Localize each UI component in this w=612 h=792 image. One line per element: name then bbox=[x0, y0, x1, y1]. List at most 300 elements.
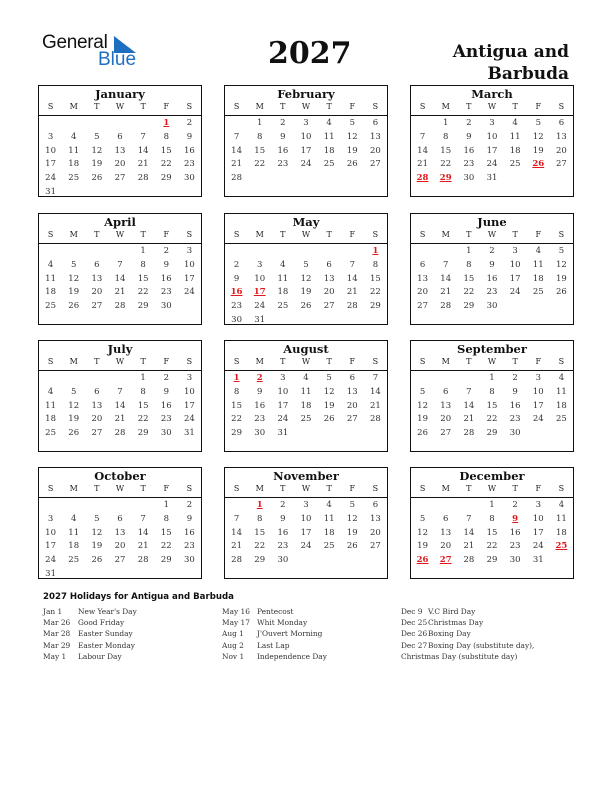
weekday-label: S bbox=[419, 102, 426, 111]
empty-cell bbox=[434, 372, 457, 386]
weekday-header bbox=[411, 101, 573, 116]
day-cell: 15 bbox=[370, 273, 381, 284]
day-cell: 11 bbox=[323, 513, 335, 524]
day-cell: 12 bbox=[68, 273, 80, 284]
day-cell: 16 bbox=[184, 527, 195, 538]
holiday-date: Nov 1 bbox=[222, 651, 245, 661]
day-cell: 19 bbox=[91, 159, 103, 170]
day-cell: 22 bbox=[137, 414, 149, 425]
day-cell: 30 bbox=[277, 555, 289, 566]
day-cell: 21 bbox=[346, 287, 358, 298]
weekday-label: M bbox=[69, 484, 78, 493]
day-cell: 10 bbox=[300, 131, 312, 142]
holiday-name: V.C Bird Day bbox=[428, 607, 476, 616]
holiday-name: Good Friday bbox=[78, 618, 125, 628]
day-cell: 29 bbox=[231, 428, 242, 439]
day-cell: 12 bbox=[417, 527, 428, 538]
month-december bbox=[410, 467, 574, 579]
day-cell: 20 bbox=[114, 541, 126, 552]
country-line-1: Antigua and bbox=[452, 42, 569, 62]
holiday-date: Mar 26 bbox=[43, 618, 71, 628]
weekday-label: W bbox=[301, 230, 311, 239]
holidays-title: 2027 Holidays for Antigua and Barbuda bbox=[43, 592, 234, 602]
holiday-column bbox=[222, 606, 327, 662]
weekday-label: S bbox=[372, 102, 379, 111]
day-cell: 6 bbox=[372, 500, 379, 510]
day-cell: 4 bbox=[535, 246, 541, 256]
day-cell: 1 bbox=[466, 246, 472, 256]
holiday-name: Boxing Day (substitute day), bbox=[428, 640, 535, 650]
weekday-label: S bbox=[233, 230, 240, 239]
day-cell: 20 bbox=[417, 287, 428, 298]
weekday-label: M bbox=[255, 357, 264, 366]
day-cell: 24 bbox=[532, 414, 544, 425]
month-name: February bbox=[277, 87, 335, 101]
day-cell: 17 bbox=[45, 159, 56, 170]
weekday-label: T bbox=[280, 357, 286, 366]
weekday-label: W bbox=[115, 484, 125, 493]
day-cell: 17 bbox=[45, 541, 56, 552]
day-cell: 21 bbox=[137, 159, 149, 170]
holiday-row bbox=[43, 628, 137, 639]
day-cell: 9 bbox=[280, 131, 286, 142]
day-cell: 24 bbox=[509, 287, 521, 298]
holiday-name: New Year's Day bbox=[78, 607, 137, 616]
calendar-year: 2027 bbox=[268, 36, 352, 71]
weekday-label: S bbox=[233, 484, 240, 493]
day-cell: 10 bbox=[45, 527, 56, 538]
day-cell: 5 bbox=[558, 246, 565, 256]
day-cell: 24 bbox=[45, 555, 56, 566]
weekday-label: T bbox=[512, 357, 518, 366]
day-cell: 13 bbox=[440, 400, 452, 411]
day-cell: 19 bbox=[323, 400, 335, 411]
day-cell: 8 bbox=[489, 513, 495, 524]
day-cell: 28 bbox=[346, 301, 358, 312]
empty-cell bbox=[457, 372, 480, 386]
day-cell: 18 bbox=[532, 273, 544, 284]
day-cell: 2 bbox=[163, 246, 169, 256]
day-cell: 1 bbox=[257, 118, 263, 128]
day-cell: 23 bbox=[486, 287, 498, 298]
day-cell: 3 bbox=[303, 118, 309, 128]
day-cell: 28 bbox=[114, 301, 126, 312]
day-cell: 20 bbox=[323, 287, 335, 298]
holiday-row bbox=[43, 606, 137, 617]
empty-cell bbox=[318, 245, 341, 259]
day-cell: 31 bbox=[45, 186, 56, 197]
day-cell: 7 bbox=[419, 131, 426, 142]
day-cell: 19 bbox=[68, 287, 80, 298]
day-cell: 24 bbox=[532, 541, 544, 552]
holiday-row bbox=[222, 628, 327, 639]
weekday-label: T bbox=[466, 230, 472, 239]
holiday-row bbox=[43, 617, 137, 628]
weekday-label: T bbox=[326, 484, 332, 493]
day-cell: 20 bbox=[370, 527, 381, 538]
month-name: March bbox=[471, 87, 513, 101]
day-cell: 3 bbox=[186, 246, 193, 256]
day-cell: 17 bbox=[486, 145, 498, 156]
day-cell: 13 bbox=[417, 273, 428, 284]
month-october bbox=[38, 467, 202, 579]
holiday-row bbox=[222, 651, 327, 662]
day-cell: 6 bbox=[443, 386, 449, 397]
weekday-label: W bbox=[487, 102, 497, 111]
day-cell: 27 bbox=[440, 428, 452, 439]
day-cell: 11 bbox=[556, 386, 567, 397]
day-cell: 13 bbox=[370, 513, 381, 524]
weekday-label: T bbox=[326, 230, 332, 239]
day-cell: 21 bbox=[114, 287, 126, 298]
day-cell: 9 bbox=[186, 131, 193, 142]
day-cell: 31 bbox=[277, 428, 289, 439]
day-cell: 23 bbox=[463, 159, 475, 170]
day-cell: 11 bbox=[509, 131, 521, 142]
month-september bbox=[410, 340, 574, 452]
day-cell: 12 bbox=[346, 513, 358, 524]
day-cell: 20 bbox=[114, 159, 126, 170]
day-grid bbox=[225, 499, 387, 568]
day-cell: 22 bbox=[160, 541, 172, 552]
day-cell: 6 bbox=[558, 118, 565, 128]
day-cell: 10 bbox=[509, 259, 521, 270]
day-cell: 13 bbox=[323, 273, 335, 284]
weekday-label: T bbox=[466, 102, 472, 111]
day-cell: 12 bbox=[300, 273, 312, 284]
day-cell: 22 bbox=[370, 287, 381, 298]
day-cell: 6 bbox=[117, 513, 123, 524]
day-cell: 4 bbox=[558, 500, 565, 510]
holiday-date: Mar 29 bbox=[43, 640, 71, 650]
holiday-date: Aug 2 bbox=[222, 640, 244, 650]
day-cell: 17 bbox=[509, 273, 521, 284]
day-cell: 18 bbox=[300, 400, 312, 411]
day-cell: 23 bbox=[160, 287, 172, 298]
weekday-header bbox=[39, 229, 201, 244]
holiday-date: Jan 1 bbox=[43, 607, 63, 616]
day-cell: 27 bbox=[417, 301, 428, 312]
day-cell: 12 bbox=[91, 145, 103, 156]
day-cell: 19 bbox=[91, 541, 103, 552]
day-cell: 27 bbox=[346, 414, 358, 425]
day-cell: 25 bbox=[300, 414, 312, 425]
day-cell: 2 bbox=[186, 500, 193, 510]
day-cell: 19 bbox=[532, 145, 544, 156]
empty-cell bbox=[411, 372, 434, 386]
weekday-label: T bbox=[512, 102, 518, 111]
day-cell: 19 bbox=[300, 287, 312, 298]
day-cell: 21 bbox=[231, 541, 242, 552]
empty-cell bbox=[434, 499, 457, 513]
day-cell: 22 bbox=[231, 414, 242, 425]
weekday-label: T bbox=[140, 357, 146, 366]
empty-cell bbox=[108, 245, 131, 259]
day-grid bbox=[411, 499, 573, 568]
holiday-date: Dec 9 bbox=[401, 607, 423, 616]
weekday-label: M bbox=[255, 102, 264, 111]
empty-cell bbox=[108, 117, 131, 131]
day-cell: 16 bbox=[486, 273, 498, 284]
day-cell: 17 bbox=[277, 400, 289, 411]
day-cell: 28 bbox=[231, 173, 242, 184]
day-cell: 19 bbox=[346, 145, 358, 156]
day-cell: 27 bbox=[556, 159, 567, 170]
day-cell: 12 bbox=[532, 131, 544, 142]
weekday-header bbox=[39, 101, 201, 116]
day-cell: 18 bbox=[45, 287, 56, 298]
day-cell: 22 bbox=[137, 287, 149, 298]
month-name: January bbox=[95, 87, 145, 101]
day-cell: 30 bbox=[463, 173, 475, 184]
day-cell: 23 bbox=[184, 541, 195, 552]
day-cell: 17 bbox=[532, 400, 544, 411]
day-cell: 3 bbox=[512, 246, 518, 256]
country-line-2: Barbuda bbox=[487, 64, 569, 84]
weekday-label: F bbox=[163, 230, 170, 239]
day-cell: 28 bbox=[137, 555, 149, 566]
day-cell: 30 bbox=[160, 428, 172, 439]
day-cell: 20 bbox=[91, 414, 103, 425]
weekday-label: W bbox=[115, 230, 125, 239]
day-cell: 13 bbox=[114, 145, 126, 156]
day-cell: 15 bbox=[137, 400, 149, 411]
day-cell: 14 bbox=[137, 145, 149, 156]
day-cell: 3 bbox=[535, 500, 541, 510]
weekday-header bbox=[225, 483, 387, 498]
day-cell: 29 bbox=[463, 301, 475, 312]
day-cell: 24 bbox=[486, 159, 498, 170]
day-cell: 9 bbox=[280, 513, 286, 524]
empty-cell bbox=[39, 372, 62, 386]
day-cell: 2 bbox=[512, 373, 518, 383]
day-cell: 8 bbox=[163, 513, 169, 524]
day-cell: 27 bbox=[370, 541, 381, 552]
day-grid bbox=[225, 372, 387, 441]
day-cell: 14 bbox=[231, 527, 242, 538]
day-cell: 30 bbox=[254, 428, 266, 439]
weekday-label: S bbox=[47, 230, 54, 239]
day-cell: 11 bbox=[556, 513, 567, 524]
day-cell: 4 bbox=[558, 373, 565, 383]
logo-text-general: General bbox=[42, 32, 108, 53]
day-cell: 1 bbox=[443, 118, 449, 128]
month-may bbox=[224, 213, 388, 325]
day-cell: 26 bbox=[556, 287, 567, 298]
weekday-label: T bbox=[140, 230, 146, 239]
empty-cell bbox=[225, 499, 248, 513]
weekday-label: M bbox=[255, 484, 264, 493]
day-cell: 25 bbox=[45, 301, 56, 312]
day-cell: 4 bbox=[326, 118, 332, 128]
day-cell: 6 bbox=[326, 259, 332, 270]
day-cell: 6 bbox=[419, 259, 426, 270]
day-cell: 21 bbox=[114, 414, 126, 425]
day-cell: 26 bbox=[300, 301, 312, 312]
day-cell: 12 bbox=[417, 400, 428, 411]
holiday-day: 26 bbox=[532, 159, 545, 170]
day-cell: 11 bbox=[277, 273, 289, 284]
day-cell: 26 bbox=[323, 414, 335, 425]
weekday-label: S bbox=[186, 102, 193, 111]
day-cell: 13 bbox=[346, 386, 358, 397]
empty-cell bbox=[341, 245, 364, 259]
empty-cell bbox=[85, 499, 108, 513]
weekday-label: S bbox=[186, 484, 193, 493]
day-cell: 7 bbox=[466, 386, 472, 397]
day-cell: 26 bbox=[346, 159, 358, 170]
holiday-row bbox=[222, 606, 327, 617]
weekday-label: W bbox=[115, 357, 125, 366]
weekday-label: T bbox=[94, 230, 100, 239]
day-cell: 15 bbox=[160, 527, 172, 538]
day-cell: 20 bbox=[556, 145, 567, 156]
day-cell: 23 bbox=[184, 159, 195, 170]
day-cell: 27 bbox=[323, 301, 335, 312]
weekday-label: S bbox=[47, 102, 54, 111]
holiday-name: Easter Monday bbox=[78, 640, 135, 650]
empty-cell bbox=[225, 117, 248, 131]
holiday-name: Labour Day bbox=[78, 651, 122, 661]
day-cell: 2 bbox=[512, 500, 518, 510]
holiday-row bbox=[401, 617, 534, 628]
day-cell: 8 bbox=[163, 131, 169, 142]
weekday-label: W bbox=[301, 484, 311, 493]
day-cell: 7 bbox=[233, 513, 240, 524]
day-cell: 15 bbox=[160, 145, 172, 156]
day-cell: 14 bbox=[417, 145, 428, 156]
day-cell: 22 bbox=[486, 541, 498, 552]
empty-cell bbox=[248, 245, 271, 259]
day-cell: 24 bbox=[254, 301, 266, 312]
empty-cell bbox=[411, 499, 434, 513]
day-cell: 5 bbox=[419, 386, 426, 397]
day-cell: 19 bbox=[417, 414, 428, 425]
day-cell: 10 bbox=[277, 386, 289, 397]
day-cell: 17 bbox=[532, 527, 544, 538]
day-cell: 10 bbox=[532, 513, 544, 524]
weekday-label: T bbox=[280, 484, 286, 493]
holiday-date: May 16 bbox=[222, 607, 250, 616]
day-cell: 13 bbox=[91, 400, 103, 411]
day-cell: 18 bbox=[323, 145, 335, 156]
holiday-day: 16 bbox=[230, 287, 243, 298]
day-cell: 2 bbox=[186, 118, 193, 128]
day-cell: 7 bbox=[443, 259, 449, 270]
day-cell: 15 bbox=[486, 400, 498, 411]
weekday-header bbox=[225, 356, 387, 371]
holiday-day: 1 bbox=[163, 118, 170, 128]
weekday-label: M bbox=[69, 230, 78, 239]
day-cell: 25 bbox=[68, 173, 80, 184]
empty-cell bbox=[271, 245, 294, 259]
weekday-label: S bbox=[372, 484, 379, 493]
holiday-date: Dec 27 bbox=[401, 640, 428, 650]
day-cell: 20 bbox=[440, 414, 452, 425]
day-cell: 9 bbox=[466, 131, 472, 142]
day-cell: 26 bbox=[346, 541, 358, 552]
day-cell: 17 bbox=[184, 273, 195, 284]
weekday-label: S bbox=[233, 102, 240, 111]
day-cell: 13 bbox=[114, 527, 126, 538]
day-cell: 29 bbox=[370, 301, 381, 312]
day-cell: 14 bbox=[370, 386, 381, 397]
day-cell: 25 bbox=[532, 287, 544, 298]
weekday-label: M bbox=[69, 102, 78, 111]
day-grid bbox=[225, 117, 387, 186]
day-cell: 26 bbox=[68, 428, 80, 439]
day-cell: 12 bbox=[346, 131, 358, 142]
day-cell: 6 bbox=[443, 513, 449, 524]
day-cell: 28 bbox=[231, 555, 242, 566]
day-cell: 27 bbox=[370, 159, 381, 170]
day-cell: 26 bbox=[91, 173, 103, 184]
day-cell: 9 bbox=[512, 386, 518, 397]
weekday-label: F bbox=[535, 357, 542, 366]
day-cell: 8 bbox=[466, 259, 472, 270]
empty-cell bbox=[132, 499, 155, 513]
weekday-label: T bbox=[280, 230, 286, 239]
weekday-label: T bbox=[140, 102, 146, 111]
holiday-day: 29 bbox=[439, 173, 452, 184]
day-cell: 29 bbox=[137, 301, 149, 312]
day-cell: 5 bbox=[94, 131, 100, 142]
day-cell: 11 bbox=[68, 527, 80, 538]
empty-cell bbox=[434, 245, 457, 259]
holiday-day: 17 bbox=[253, 287, 266, 298]
empty-cell bbox=[85, 372, 108, 386]
day-cell: 14 bbox=[346, 273, 358, 284]
day-cell: 12 bbox=[68, 400, 80, 411]
empty-cell bbox=[132, 117, 155, 131]
day-cell: 10 bbox=[45, 145, 56, 156]
day-cell: 4 bbox=[71, 131, 77, 142]
month-name: July bbox=[107, 342, 133, 356]
day-cell: 29 bbox=[254, 555, 266, 566]
day-cell: 8 bbox=[489, 386, 495, 397]
holiday-column bbox=[43, 606, 137, 662]
weekday-label: T bbox=[512, 484, 518, 493]
weekday-label: T bbox=[280, 102, 286, 111]
day-cell: 2 bbox=[280, 500, 286, 510]
day-cell: 6 bbox=[349, 373, 355, 383]
day-cell: 27 bbox=[91, 301, 103, 312]
day-cell: 5 bbox=[349, 500, 355, 510]
month-november bbox=[224, 467, 388, 579]
holiday-row bbox=[222, 640, 327, 651]
day-cell: 18 bbox=[509, 145, 521, 156]
day-cell: 25 bbox=[323, 159, 335, 170]
day-cell: 13 bbox=[91, 273, 103, 284]
day-cell: 7 bbox=[372, 373, 379, 383]
day-cell: 30 bbox=[184, 173, 195, 184]
month-name: August bbox=[283, 342, 329, 356]
day-cell: 11 bbox=[45, 273, 56, 284]
weekday-label: M bbox=[441, 230, 450, 239]
day-cell: 23 bbox=[231, 301, 242, 312]
day-cell: 20 bbox=[346, 400, 358, 411]
holiday-date: Mar 28 bbox=[43, 629, 71, 639]
holiday-date: May 17 bbox=[222, 618, 250, 628]
day-cell: 25 bbox=[323, 541, 335, 552]
weekday-label: F bbox=[163, 484, 170, 493]
day-cell: 14 bbox=[114, 400, 126, 411]
holiday-day: 2 bbox=[256, 373, 263, 383]
day-cell: 13 bbox=[556, 131, 567, 142]
day-cell: 3 bbox=[535, 373, 541, 383]
holiday-day: 27 bbox=[439, 555, 452, 566]
day-cell: 29 bbox=[486, 555, 498, 566]
